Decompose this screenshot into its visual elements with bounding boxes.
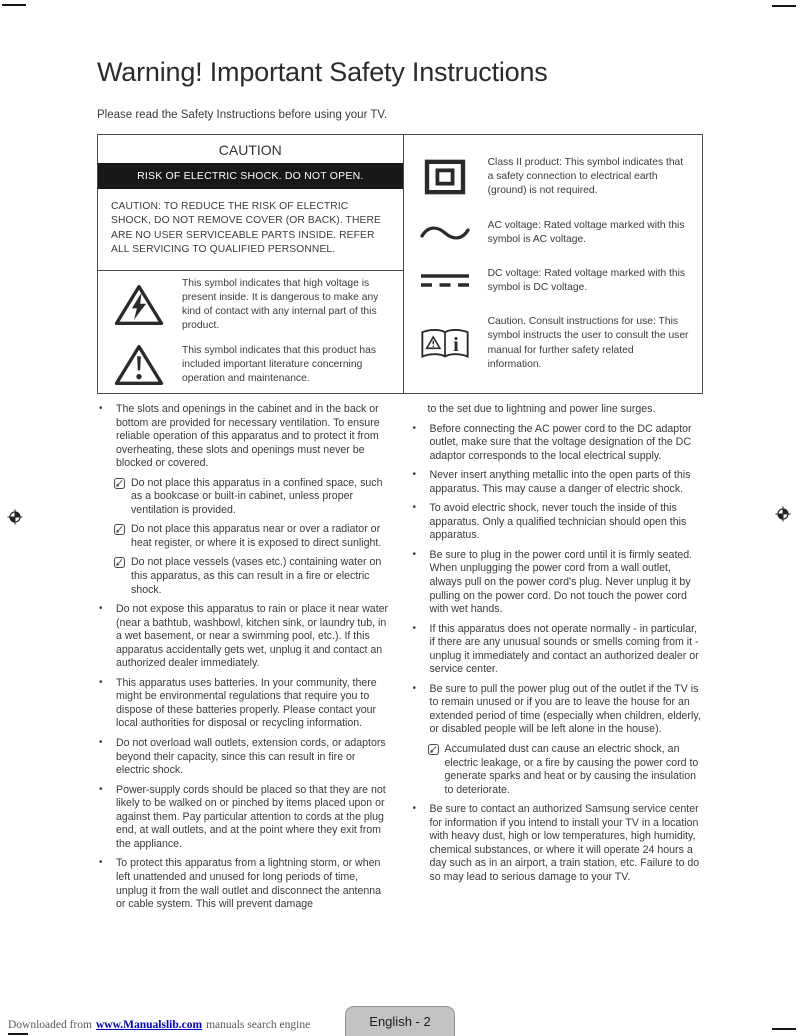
list-item xyxy=(411,623,704,677)
instruction-text: Do not overload wall outlets, extension cords, or adaptors beyond their capacity, since this can result in fire or electric shock. xyxy=(116,737,386,777)
symbol-row xyxy=(404,216,702,250)
bullet-marker: • xyxy=(412,469,417,481)
caution-table xyxy=(97,134,703,394)
list-item xyxy=(411,549,704,617)
instruction-text: To protect this apparatus from a lightning storm, or when left unattended and unused for long periods of time, unplug it from the wall outlet and disconnect the antenna or cable system. This will prevent damage xyxy=(116,857,382,911)
ac-voltage-icon xyxy=(412,223,478,243)
manualslib-credit xyxy=(8,1019,310,1031)
bullet-marker: • xyxy=(412,422,417,434)
symbol-row xyxy=(404,264,702,298)
note-text: Accumulated dust can cause an electric shock, an electric leakage, or a fire by causing the power cord to generate sparks and heat or by causing the insulation to deteriorate. xyxy=(444,743,699,796)
note-item xyxy=(428,743,704,797)
note-icon xyxy=(114,556,131,597)
bullet-marker: • xyxy=(99,603,103,615)
instruction-text: Never insert anything metallic into the open parts of this apparatus. This may cause a danger of electric shock. xyxy=(429,469,691,495)
bullet-marker: • xyxy=(412,682,417,694)
list-item xyxy=(97,784,390,852)
bullet-marker: • xyxy=(412,622,417,634)
crop-mark-bottom-right xyxy=(772,1028,796,1030)
bullet-marker: • xyxy=(412,502,417,514)
list-item xyxy=(411,502,704,543)
svg-text:i: i xyxy=(452,333,459,356)
list-item xyxy=(97,403,390,471)
list-item xyxy=(411,803,704,884)
class-ii-icon xyxy=(412,159,478,195)
registration-mark-icon xyxy=(775,506,791,527)
electric-shock-banner: RISK OF ELECTRIC SHOCK. DO NOT OPEN. xyxy=(98,163,403,189)
symbol-row xyxy=(404,312,702,375)
consult-instructions-icon xyxy=(412,326,478,362)
note-icon xyxy=(428,743,445,797)
symbol-description: DC voltage: Rated voltage marked with this symbol is DC voltage. xyxy=(487,267,686,294)
exclamation-triangle-icon xyxy=(106,343,172,387)
page-title: Warning! Important Safety Instructions xyxy=(97,57,548,87)
instructions-right-column xyxy=(411,403,704,918)
bullet-marker: • xyxy=(99,783,103,795)
page-subtitle: Please read the Safety Instructions before using your TV. xyxy=(97,109,388,121)
note-item xyxy=(114,523,390,550)
instruction-text: to the set due to lightning and power line surges. xyxy=(427,403,656,415)
registration-mark-icon xyxy=(7,509,23,530)
note-icon xyxy=(114,477,131,518)
page-content xyxy=(97,57,703,918)
caution-heading: CAUTION xyxy=(218,142,282,158)
note-text: Do not place vessels (vases etc.) containing water on this apparatus, as this can result in a fire or electric shock. xyxy=(131,556,382,596)
list-item-continuation xyxy=(428,403,704,417)
crop-mark-top-right xyxy=(772,5,796,7)
note-text: Do not place this apparatus near or over a radiator or heat register, or where it is exposed to direct sunlight. xyxy=(131,523,382,549)
list-item xyxy=(97,737,390,778)
caution-symbol-rows xyxy=(98,270,403,393)
high-voltage-triangle-icon xyxy=(106,283,172,327)
symbol-description: This symbol indicates that high voltage is present inside. It is dangerous to make any kind of contact with any internal part of this product. xyxy=(182,277,379,332)
crop-mark-top-left xyxy=(2,4,26,6)
list-item xyxy=(97,677,390,731)
list-item xyxy=(97,603,390,671)
note-text: Do not place this apparatus in a confined space, such as a bookcase or built-in cabinet, unless proper ventilation is provided. xyxy=(131,476,383,516)
download-suffix-text: manuals search engine xyxy=(206,1019,311,1031)
bullet-marker: • xyxy=(412,548,417,560)
bullet-marker: • xyxy=(99,737,103,749)
symbol-description: Class II product: This symbol indicates that a safety connection to electrical earth (ground) is not required. xyxy=(487,156,684,197)
instructions-section xyxy=(97,403,703,918)
list-item xyxy=(411,469,704,496)
instruction-text: Be sure to pull the power plug out of the outlet if the TV is to remain unused or if you are to leave the house for an extended period of time (especially when children, elderly, or disabled people will be left alone in the house). xyxy=(429,682,701,736)
crop-mark-bottom-left xyxy=(8,1033,28,1035)
symbol-description: AC voltage: Rated voltage marked with this symbol is AC voltage. xyxy=(487,219,685,245)
caution-table-left-cell xyxy=(98,135,404,393)
note-icon xyxy=(114,523,131,550)
instruction-text: Before connecting the AC power cord to the DC adaptor outlet, make sure that the voltage designation of the DC adaptor corresponds to the local electrical supply. xyxy=(429,422,692,462)
symbol-description: Caution. Consult instructions for use: This symbol instructs the user to consult the user manual for further safety related information. xyxy=(487,316,689,370)
symbol-row xyxy=(98,274,403,337)
symbol-row xyxy=(404,153,702,202)
instruction-text: Do not expose this apparatus to rain or place it near water (near a bathtub, washbowl, kitchen sink, or laundry tub, in a wet basement, or near a swimming pool, etc.). If this apparatus accidentally gets wet, unplug it and contact an authorized dealer immediately. xyxy=(116,603,389,670)
bullet-marker: • xyxy=(99,403,103,414)
caution-table-right-cell xyxy=(404,135,702,393)
download-prefix-text: Downloaded from xyxy=(8,1019,92,1031)
bullet-marker: • xyxy=(99,676,103,688)
instruction-text: To avoid electric shock, never touch the inside of this apparatus. Only a qualified technician should open this apparatus. xyxy=(429,502,687,542)
instruction-text: Be sure to contact an authorized Samsung service center for information if you intend to install your TV in a location with heavy dust, high or low temperatures, high humidity, chemical substances, or where it will operate 24 hours a day such as in an airport, a train station, etc. Failure to do so may lead to serious damage to your TV. xyxy=(429,803,700,883)
page-number-badge: English - 2 xyxy=(345,1006,455,1036)
instruction-text: Be sure to plug in the power cord until it is firmly seated. When unplugging the power cord from a wall outlet, always pull on the power cord's plug. Never unplug it by pulling on the power cord. Do not touch the power cord with wet hands. xyxy=(429,548,693,616)
symbol-description: This symbol indicates that this product has included important literature concerning operation and maintenance. xyxy=(182,344,377,384)
instruction-text: The slots and openings in the cabinet and in the back or bottom are provided for necessary ventilation. To ensure reliable operation of this apparatus and to protect it from overheating, these slots and openings must never be blocked or covered. xyxy=(116,403,380,470)
manualslib-link[interactable]: www.Manualslib.com xyxy=(96,1019,203,1031)
bullet-marker: • xyxy=(99,857,103,869)
instruction-text: This apparatus uses batteries. In your community, there might be environmental regulations that require you to dispose of these batteries properly. Please contact your local authorities for disposal or recycling information. xyxy=(116,676,377,730)
dc-voltage-icon xyxy=(412,272,478,290)
instruction-text: If this apparatus does not operate normally - in particular, if there are any unusual sounds or smells coming from it - unplug it immediately and contact an authorized dealer or service center. xyxy=(429,622,699,676)
note-item xyxy=(114,477,390,518)
caution-body-text: CAUTION: TO REDUCE THE RISK OF ELECTRIC SHOCK, DO NOT REMOVE COVER (OR BACK). THERE ARE NO USER SERVICEABLE PARTS INSIDE. REFER ALL SERVICING TO QUALIFIED PERSONNEL. xyxy=(111,201,381,256)
instruction-text: Power-supply cords should be placed so that they are not likely to be walked on or pinched by items placed upon or against them. Pay particular attention to cords at the plug end, at wall outlets, and at the point where they exit from the appliance. xyxy=(116,783,386,850)
list-item xyxy=(411,683,704,737)
symbol-row xyxy=(98,340,403,390)
instructions-left-column xyxy=(97,403,390,918)
list-item xyxy=(411,423,704,464)
list-item xyxy=(97,857,390,911)
bullet-marker: • xyxy=(412,803,417,815)
note-item xyxy=(114,556,390,597)
